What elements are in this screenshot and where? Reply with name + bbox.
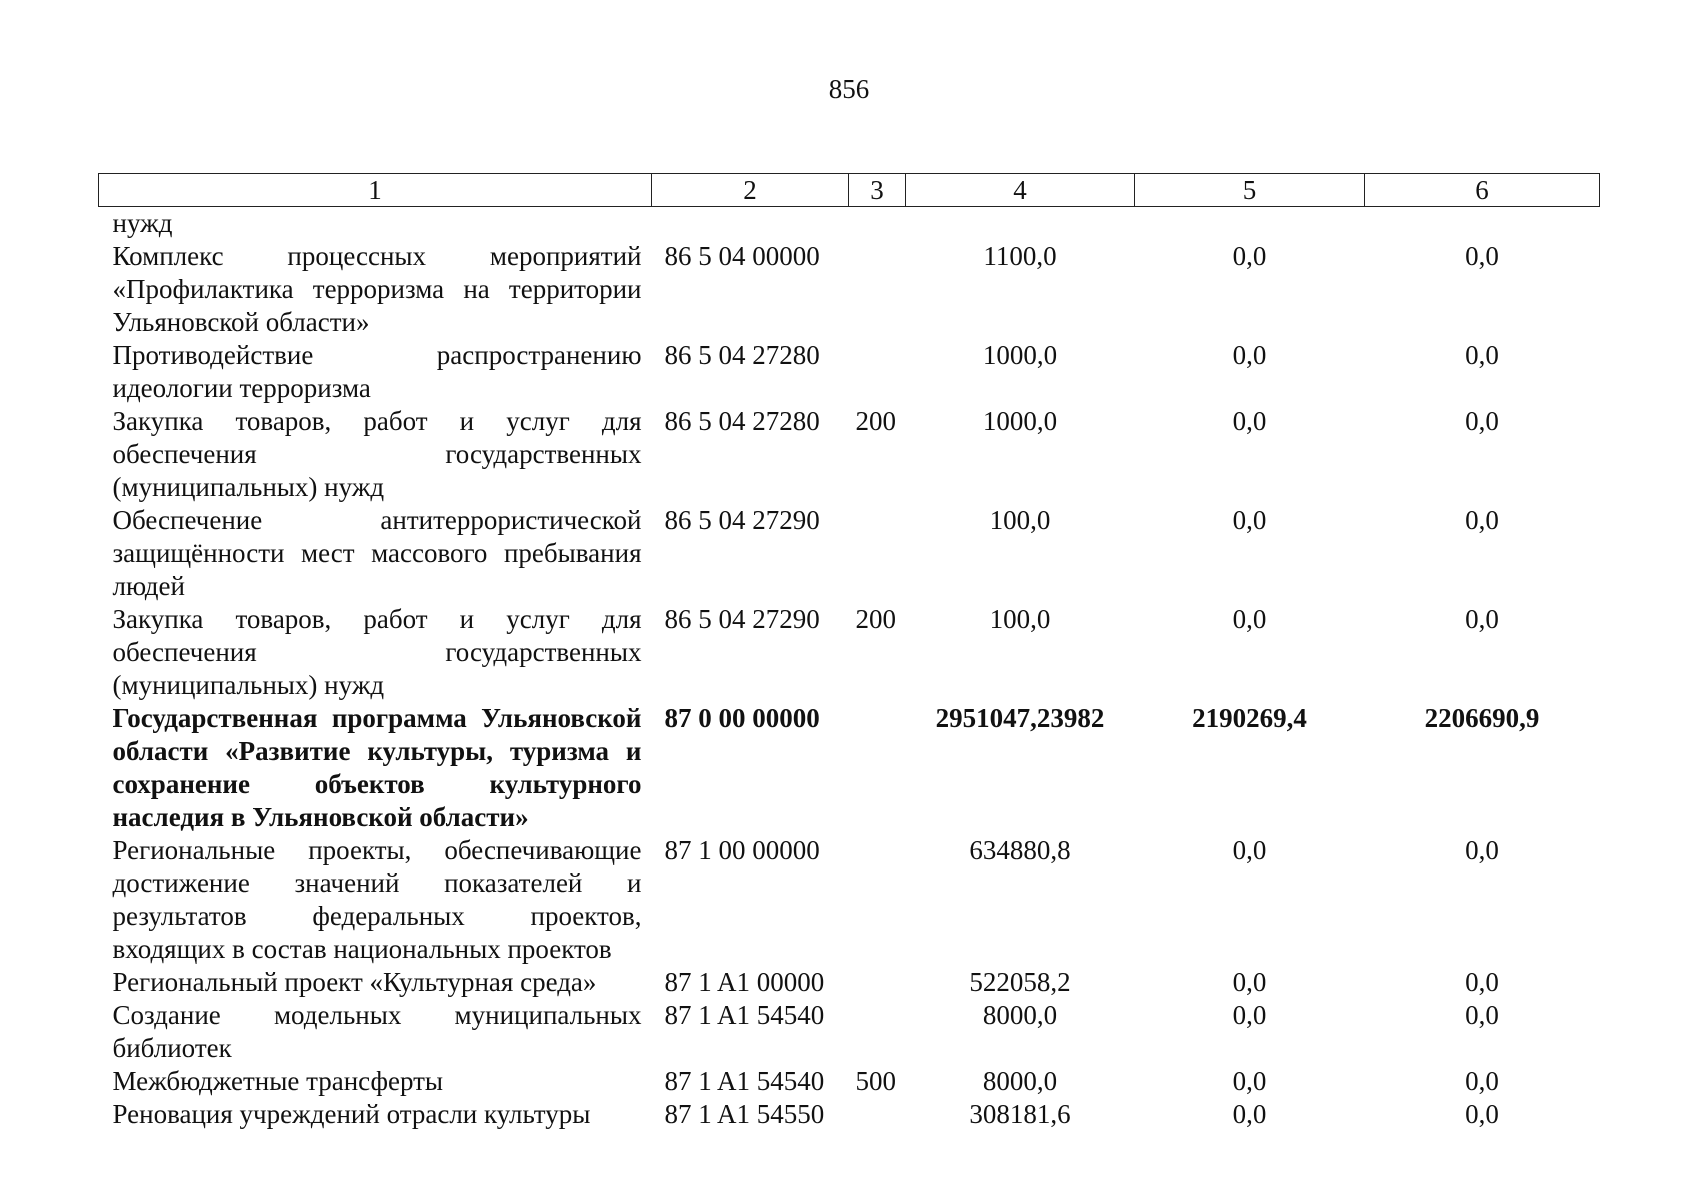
table-row (99, 999, 1600, 1065)
row-expense-type (849, 702, 906, 834)
row-value-5: 0,0 (1232, 967, 1267, 997)
row-code: 87 1 00 00000 (664, 835, 820, 865)
row-value-6: 0,0 (1465, 241, 1499, 271)
row-expense-type (849, 240, 906, 339)
header-row (99, 174, 1600, 207)
row-value-5: 0,0 (1232, 1099, 1267, 1129)
row-value-6: 2206690,9 (1424, 703, 1540, 733)
row-name: Обеспечение антитеррористической защищённости мест массового пребывания людей (112, 505, 642, 601)
row-value-6: 0,0 (1465, 1066, 1499, 1096)
row-expense-type (849, 504, 906, 603)
row-expense-type (849, 1098, 906, 1131)
row-value-4 (906, 207, 1135, 241)
row-value-5: 2190269,4 (1192, 703, 1307, 733)
row-value-6 (1365, 207, 1600, 241)
row-value-5 (1135, 207, 1365, 241)
column-header-4: 4 (906, 174, 1135, 207)
row-name: Закупка товаров, работ и услуг для обеспечения государственных (муниципальных) нужд (112, 406, 642, 502)
row-code (652, 207, 849, 241)
row-code: 87 1 A1 54540 (664, 1066, 825, 1096)
column-header-5: 5 (1135, 174, 1365, 207)
row-name: Государственная программа Ульяновской области «Развитие культуры, туризма и сохранение объектов культурного наследия в Ульяновской области» (112, 703, 642, 832)
row-expense-type (849, 834, 906, 966)
row-value-5: 0,0 (1232, 1000, 1267, 1030)
row-value-4: 522058,2 (969, 967, 1071, 997)
table-row (99, 1065, 1600, 1098)
row-value-4: 100,0 (989, 505, 1051, 535)
table-body (99, 207, 1600, 1132)
row-code: 87 1 A1 54540 (664, 1000, 825, 1030)
column-header-2: 2 (652, 174, 849, 207)
row-code: 87 1 A1 54550 (664, 1099, 825, 1129)
row-value-6: 0,0 (1465, 604, 1499, 634)
row-value-4: 2951047,23982 (935, 703, 1105, 733)
table-row-program (99, 702, 1600, 834)
row-expense-type (849, 999, 906, 1065)
row-name: Противодействие распространению идеологии терроризма (112, 340, 642, 403)
row-name: Комплекс процессных мероприятий «Профилактика терроризма на территории Ульяновской области» (112, 241, 642, 337)
row-value-5: 0,0 (1232, 241, 1267, 271)
row-value-4: 308181,6 (969, 1099, 1071, 1129)
table-row (99, 240, 1600, 339)
row-value-4: 1000,0 (982, 340, 1058, 370)
budget-table (98, 173, 1600, 1131)
table-row (99, 966, 1600, 999)
row-expense-type (849, 966, 906, 999)
row-name: Создание модельных муниципальных библиотек (112, 1000, 642, 1063)
row-name: Региональные проекты, обеспечивающие достижение значений показателей и результатов федеральных проектов, входящих в состав национальных проектов (112, 835, 642, 964)
row-value-6: 0,0 (1465, 505, 1499, 535)
table-row (99, 603, 1600, 702)
row-code: 86 5 04 27280 (664, 340, 820, 370)
row-code: 86 5 04 00000 (664, 241, 820, 271)
table-header (99, 174, 1600, 207)
row-value-6: 0,0 (1465, 1099, 1499, 1129)
row-expense-type: 200 (855, 604, 896, 634)
row-value-6: 0,0 (1465, 340, 1499, 370)
table-row (99, 405, 1600, 504)
row-code: 87 0 00 00000 (664, 703, 820, 733)
row-expense-type: 500 (855, 1066, 896, 1096)
row-expense-type: 200 (855, 406, 896, 436)
row-value-4: 100,0 (989, 604, 1051, 634)
column-header-3: 3 (849, 174, 906, 207)
row-value-4: 1000,0 (982, 406, 1058, 436)
row-value-4: 1100,0 (983, 241, 1057, 271)
row-code: 86 5 04 27290 (664, 604, 820, 634)
row-value-5: 0,0 (1232, 835, 1267, 865)
table-row (99, 339, 1600, 405)
row-value-5: 0,0 (1232, 1066, 1267, 1096)
row-name: Региональный проект «Культурная среда» (112, 967, 597, 997)
row-value-5: 0,0 (1232, 604, 1267, 634)
row-value-5: 0,0 (1232, 505, 1267, 535)
row-name: Закупка товаров, работ и услуг для обеспечения государственных (муниципальных) нужд (112, 604, 642, 700)
row-value-6: 0,0 (1465, 406, 1499, 436)
row-expense-type (849, 339, 906, 405)
table-row (99, 504, 1600, 603)
row-code: 86 5 04 27280 (664, 406, 820, 436)
row-value-4: 8000,0 (982, 1066, 1058, 1096)
row-value-5: 0,0 (1232, 340, 1267, 370)
row-value-5: 0,0 (1232, 406, 1267, 436)
row-value-6: 0,0 (1465, 835, 1499, 865)
row-value-6: 0,0 (1465, 1000, 1499, 1030)
table-row (99, 834, 1600, 966)
row-expense-type (849, 207, 906, 241)
column-header-1: 1 (99, 174, 652, 207)
row-value-4: 8000,0 (982, 1000, 1058, 1030)
row-code: 86 5 04 27290 (664, 505, 820, 535)
column-header-6: 6 (1365, 174, 1600, 207)
table-row (99, 207, 1600, 241)
row-value-6: 0,0 (1465, 967, 1499, 997)
row-name: Межбюджетные трансферты (112, 1066, 444, 1096)
row-value-4: 634880,8 (969, 835, 1071, 865)
row-name: нужд (112, 208, 173, 238)
row-code: 87 1 A1 00000 (664, 967, 825, 997)
row-name: Реновация учреждений отрасли культуры (112, 1099, 591, 1129)
page-number: 856 (828, 74, 870, 104)
table-row (99, 1098, 1600, 1131)
